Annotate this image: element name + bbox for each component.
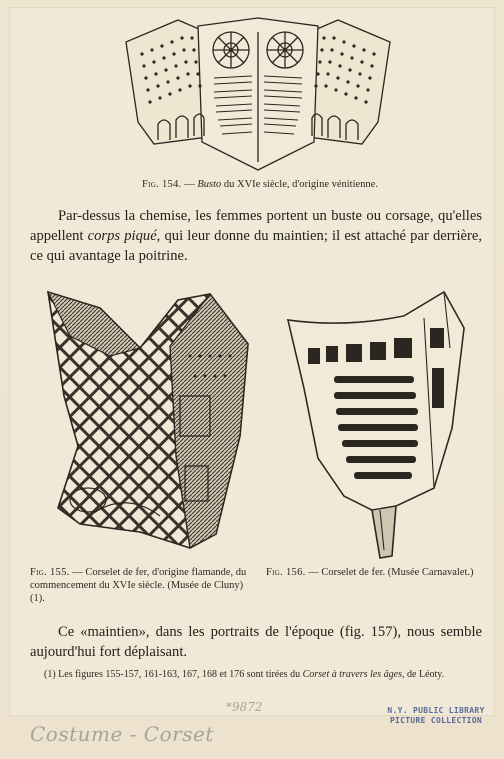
- figure-155-corselet-illustration: [40, 286, 252, 561]
- figure-154-busto-illustration: [118, 12, 398, 177]
- stamp-line-2: PICTURE COLLECTION: [389, 716, 483, 725]
- stamp-line-1: N.Y. PUBLIC LIBRARY: [387, 706, 485, 715]
- figure-154-dash: —: [181, 179, 198, 190]
- paragraph-1-before: Par-dessus la chemise, les femmes portent un buste ou corsage, qu'elles appellent: [30, 208, 482, 244]
- footnote-italic: Corset à travers les âges,: [302, 669, 405, 680]
- library-stamp: [374, 706, 498, 726]
- paragraph-1-after: qui leur donne du maintien; il est attaché par derrière, ce qui avantage la poitrine.: [30, 228, 482, 264]
- figure-156-number: Fig. 156.: [266, 567, 306, 578]
- figure-154-caption: [100, 178, 420, 191]
- figure-154-number: Fig. 154.: [142, 179, 182, 190]
- figure-155-number: Fig. 155.: [30, 567, 70, 578]
- paragraph-2-text: Ce «maintien», dans les portraits de l'époque (fig. 157), nous semble aujourd'hui fort déplaisant.: [30, 624, 482, 660]
- footnote-after: de Léoty.: [404, 669, 445, 680]
- paragraph-1-italic: corps piqué,: [87, 228, 161, 244]
- figure-156-corselet-illustration: [284, 288, 468, 560]
- pencil-label: Costume - Corset: [30, 722, 214, 746]
- footnote-before: (1) Les figures 155-157, 161-163, 167, 168 et 176 sont tirées du: [44, 669, 303, 680]
- figure-156-text: — Corselet de fer. (Musée Carnavalet.): [305, 567, 474, 578]
- figure-154-description: du XVIe siècle, d'origine vénitienne.: [221, 179, 378, 190]
- figure-154-title: Busto: [197, 179, 222, 190]
- figure-155-caption: [30, 566, 250, 605]
- figure-155-text: — Corselet de fer, d'origine flamande, du commencement du XVIe siècle. (Musée de Cluny) (1).: [30, 567, 247, 604]
- pencil-number: *9872: [226, 700, 263, 714]
- footnote: [30, 668, 482, 681]
- figure-156-caption: [266, 566, 478, 579]
- paragraph-corps-pique: [30, 206, 482, 266]
- paragraph-maintien: [30, 622, 482, 662]
